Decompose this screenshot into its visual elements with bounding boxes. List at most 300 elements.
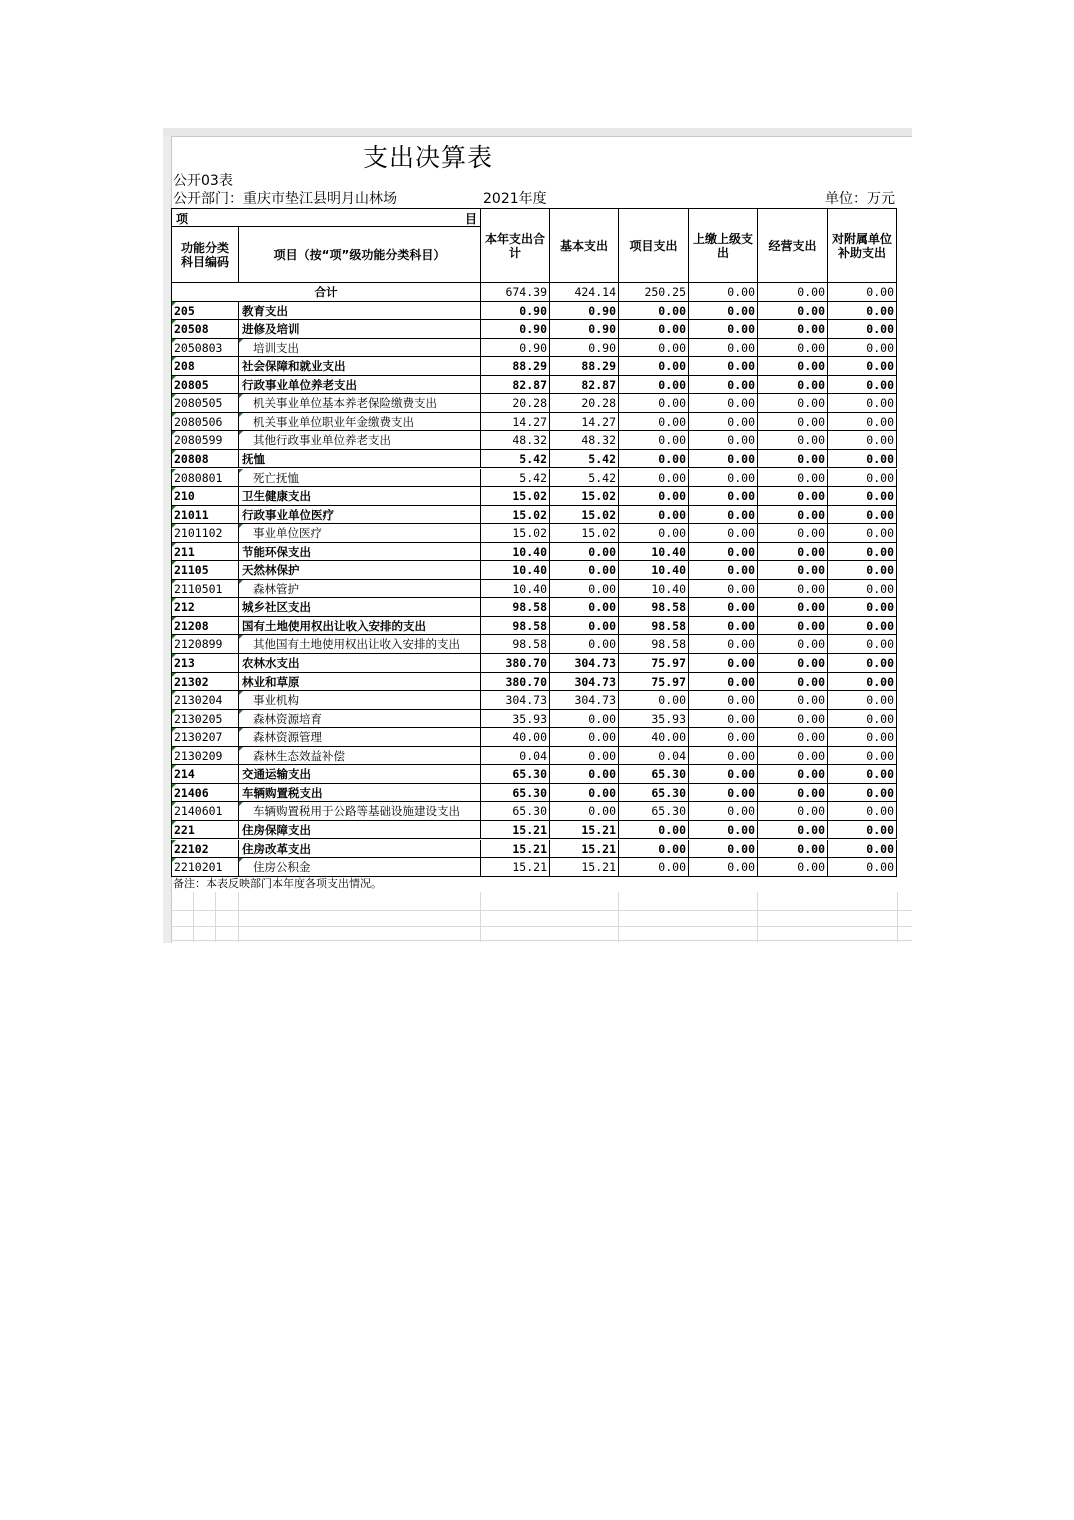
cell-marker-icon bbox=[239, 339, 243, 343]
row-code-cell bbox=[171, 469, 238, 488]
row-name-text: 住房改革支出 bbox=[242, 841, 311, 856]
row-basic-cell: 82.87 bbox=[549, 376, 618, 395]
row-code: 21105 bbox=[174, 563, 209, 578]
row-name-text: 住房保障支出 bbox=[242, 822, 311, 837]
row-code-cell bbox=[171, 635, 238, 654]
row-total-cell: 35.93 bbox=[480, 710, 549, 729]
row-name bbox=[238, 487, 480, 506]
cell-marker-icon bbox=[172, 635, 176, 639]
row-business-cell: 0.00 bbox=[757, 691, 827, 710]
row-business-cell: 0.00 bbox=[757, 654, 827, 673]
row-upper-cell: 0.00 bbox=[688, 524, 757, 543]
header-business: 经营支出 bbox=[757, 208, 827, 283]
row-total-cell: 0.04 bbox=[480, 747, 549, 766]
row-business-cell: 0.00 bbox=[757, 747, 827, 766]
row-business-cell: 0.00 bbox=[757, 821, 827, 840]
cell-marker-icon bbox=[172, 320, 176, 324]
row-code: 20508 bbox=[174, 322, 209, 337]
row-upper-cell: 0.00 bbox=[688, 339, 757, 358]
row-code: 2130207 bbox=[174, 730, 223, 745]
row-upper-cell: 0.00 bbox=[688, 376, 757, 395]
row-name bbox=[238, 320, 480, 339]
row-code-cell bbox=[171, 357, 238, 376]
cell-marker-icon bbox=[172, 376, 176, 380]
row-code: 2080599 bbox=[174, 433, 223, 448]
row-name bbox=[238, 765, 480, 784]
row-project-cell: 0.00 bbox=[618, 840, 688, 859]
row-project-cell: 75.97 bbox=[618, 654, 688, 673]
row-business-cell: 0.00 bbox=[757, 339, 827, 358]
row-total-cell: 10.40 bbox=[480, 543, 549, 562]
row-name bbox=[238, 747, 480, 766]
row-subsidy-cell: 0.00 bbox=[827, 413, 897, 432]
row-code-cell bbox=[171, 747, 238, 766]
row-code: 208 bbox=[174, 359, 195, 374]
row-total-cell: 5.42 bbox=[480, 469, 549, 488]
row-name bbox=[238, 784, 480, 803]
row-name-text: 交通运输支出 bbox=[242, 767, 311, 782]
row-subsidy-cell: 0.00 bbox=[827, 357, 897, 376]
row-total-cell: 98.58 bbox=[480, 617, 549, 636]
row-code-cell bbox=[171, 691, 238, 710]
cell-marker-icon bbox=[172, 784, 176, 788]
row-basic-cell: 0.00 bbox=[549, 784, 618, 803]
cell-marker-icon bbox=[172, 469, 176, 473]
row-name-text: 森林资源管理 bbox=[253, 730, 322, 745]
page-title: 支出决算表 bbox=[362, 143, 493, 172]
cell-marker-icon bbox=[172, 543, 176, 547]
row-name-text: 天然林保护 bbox=[242, 563, 300, 578]
row-code: 2130204 bbox=[174, 693, 223, 708]
row-name-text: 其他国有土地使用权出让收入安排的支出 bbox=[253, 637, 460, 652]
row-business-cell: 0.00 bbox=[757, 320, 827, 339]
row-name-text: 国有土地使用权出让收入安排的支出 bbox=[242, 618, 426, 633]
cell-marker-icon bbox=[172, 858, 176, 862]
cell-marker-icon bbox=[172, 561, 176, 565]
total-subsidy-cell: 0.00 bbox=[827, 283, 897, 302]
row-name-text: 其他行政事业单位养老支出 bbox=[253, 433, 391, 448]
row-code-cell bbox=[171, 450, 238, 469]
empty-gridline bbox=[193, 892, 194, 942]
row-name-text: 车辆购置税支出 bbox=[242, 785, 323, 800]
row-business-cell: 0.00 bbox=[757, 728, 827, 747]
row-basic-cell: 304.73 bbox=[549, 654, 618, 673]
row-business-cell: 0.00 bbox=[757, 487, 827, 506]
row-project-cell: 98.58 bbox=[618, 617, 688, 636]
row-business-cell: 0.00 bbox=[757, 617, 827, 636]
row-name-text: 死亡抚恤 bbox=[253, 470, 299, 485]
row-subsidy-cell: 0.00 bbox=[827, 339, 897, 358]
fiscal-year: 2021年度 bbox=[483, 191, 547, 207]
row-business-cell: 0.00 bbox=[757, 394, 827, 413]
row-subsidy-cell: 0.00 bbox=[827, 506, 897, 525]
row-basic-cell: 14.27 bbox=[549, 413, 618, 432]
row-project-cell: 0.00 bbox=[618, 413, 688, 432]
row-code: 20808 bbox=[174, 451, 209, 466]
cell-marker-icon bbox=[172, 524, 176, 528]
row-upper-cell: 0.00 bbox=[688, 784, 757, 803]
cell-marker-icon bbox=[239, 728, 243, 732]
cell-marker-icon bbox=[172, 654, 176, 658]
row-code-cell bbox=[171, 394, 238, 413]
row-total-cell: 5.42 bbox=[480, 450, 549, 469]
total-business-cell: 0.00 bbox=[757, 283, 827, 302]
row-project-cell: 35.93 bbox=[618, 710, 688, 729]
row-project-cell: 0.00 bbox=[618, 821, 688, 840]
empty-gridline bbox=[171, 926, 912, 927]
row-code: 213 bbox=[174, 656, 195, 670]
row-code: 212 bbox=[174, 600, 195, 615]
row-code-cell bbox=[171, 506, 238, 525]
row-basic-cell: 0.00 bbox=[549, 617, 618, 636]
row-project-cell: 0.00 bbox=[618, 858, 688, 877]
row-total-cell: 20.28 bbox=[480, 394, 549, 413]
row-business-cell: 0.00 bbox=[757, 431, 827, 450]
empty-gridline bbox=[238, 892, 239, 942]
header-subsidy: 对附属单位补助支出 bbox=[827, 208, 897, 283]
row-name bbox=[238, 598, 480, 617]
row-upper-cell: 0.00 bbox=[688, 320, 757, 339]
row-basic-cell: 0.00 bbox=[549, 561, 618, 580]
row-upper-cell: 0.00 bbox=[688, 580, 757, 599]
total-basic-cell: 424.14 bbox=[549, 283, 618, 302]
row-total-cell: 15.02 bbox=[480, 487, 549, 506]
row-code-cell bbox=[171, 302, 238, 321]
row-subsidy-cell: 0.00 bbox=[827, 691, 897, 710]
row-code: 2130209 bbox=[174, 748, 223, 763]
row-basic-cell: 0.00 bbox=[549, 765, 618, 784]
row-project-cell: 0.00 bbox=[618, 524, 688, 543]
empty-gridline bbox=[215, 892, 216, 942]
row-upper-cell: 0.00 bbox=[688, 617, 757, 636]
row-subsidy-cell: 0.00 bbox=[827, 728, 897, 747]
row-project-cell: 65.30 bbox=[618, 765, 688, 784]
row-name bbox=[238, 469, 480, 488]
row-project-cell: 0.00 bbox=[618, 431, 688, 450]
row-basic-cell: 0.00 bbox=[549, 802, 618, 821]
row-code: 20805 bbox=[174, 377, 209, 392]
row-basic-cell: 0.00 bbox=[549, 543, 618, 562]
row-name-text: 教育支出 bbox=[242, 303, 288, 318]
row-project-cell: 0.00 bbox=[618, 506, 688, 525]
row-basic-cell: 20.28 bbox=[549, 394, 618, 413]
row-business-cell: 0.00 bbox=[757, 858, 827, 877]
row-code: 210 bbox=[174, 489, 195, 504]
row-basic-cell: 48.32 bbox=[549, 431, 618, 450]
row-upper-cell: 0.00 bbox=[688, 802, 757, 821]
row-basic-cell: 15.21 bbox=[549, 840, 618, 859]
row-upper-cell: 0.00 bbox=[688, 506, 757, 525]
total-row-label: 合计 bbox=[171, 283, 480, 302]
cell-marker-icon bbox=[239, 413, 243, 417]
row-business-cell: 0.00 bbox=[757, 765, 827, 784]
row-business-cell: 0.00 bbox=[757, 413, 827, 432]
row-business-cell: 0.00 bbox=[757, 784, 827, 803]
row-total-cell: 65.30 bbox=[480, 784, 549, 803]
row-project-cell: 10.40 bbox=[618, 580, 688, 599]
row-upper-cell: 0.00 bbox=[688, 543, 757, 562]
row-code-cell bbox=[171, 524, 238, 543]
row-code: 205 bbox=[174, 303, 195, 318]
cell-marker-icon bbox=[172, 506, 176, 510]
row-subsidy-cell: 0.00 bbox=[827, 802, 897, 821]
row-code: 21406 bbox=[174, 785, 209, 800]
row-subsidy-cell: 0.00 bbox=[827, 635, 897, 654]
row-upper-cell: 0.00 bbox=[688, 765, 757, 784]
cell-marker-icon bbox=[172, 691, 176, 695]
row-code: 21208 bbox=[174, 618, 209, 633]
cell-marker-icon bbox=[239, 747, 243, 751]
row-total-cell: 0.90 bbox=[480, 302, 549, 321]
cell-marker-icon bbox=[172, 580, 176, 584]
row-project-cell: 0.00 bbox=[618, 469, 688, 488]
row-subsidy-cell: 0.00 bbox=[827, 524, 897, 543]
column-header-strip bbox=[163, 128, 912, 137]
row-name-text: 社会保障和就业支出 bbox=[242, 359, 346, 374]
row-total-cell: 14.27 bbox=[480, 413, 549, 432]
cell-marker-icon bbox=[239, 802, 243, 806]
row-name-text: 事业机构 bbox=[253, 693, 299, 708]
row-basic-cell: 15.21 bbox=[549, 858, 618, 877]
row-name bbox=[238, 524, 480, 543]
row-code-cell bbox=[171, 710, 238, 729]
row-business-cell: 0.00 bbox=[757, 561, 827, 580]
row-subsidy-cell: 0.00 bbox=[827, 431, 897, 450]
row-code: 2120899 bbox=[174, 637, 223, 652]
row-business-cell: 0.00 bbox=[757, 802, 827, 821]
row-name bbox=[238, 339, 480, 358]
row-upper-cell: 0.00 bbox=[688, 598, 757, 617]
cell-marker-icon bbox=[239, 524, 243, 528]
cell-marker-icon bbox=[239, 858, 243, 862]
row-name bbox=[238, 673, 480, 692]
row-name-text: 住房公积金 bbox=[253, 860, 311, 875]
row-basic-cell: 5.42 bbox=[549, 469, 618, 488]
row-name bbox=[238, 357, 480, 376]
row-basic-cell: 15.21 bbox=[549, 821, 618, 840]
row-subsidy-cell: 0.00 bbox=[827, 858, 897, 877]
cell-marker-icon bbox=[172, 710, 176, 714]
row-name bbox=[238, 413, 480, 432]
row-total-cell: 40.00 bbox=[480, 728, 549, 747]
row-code-cell bbox=[171, 339, 238, 358]
row-subsidy-cell: 0.00 bbox=[827, 765, 897, 784]
row-upper-cell: 0.00 bbox=[688, 747, 757, 766]
row-upper-cell: 0.00 bbox=[688, 635, 757, 654]
cell-marker-icon bbox=[172, 747, 176, 751]
unit-label: 单位：万元 bbox=[825, 191, 895, 207]
row-name-text: 机关事业单位基本养老保险缴费支出 bbox=[253, 396, 437, 411]
row-code-cell bbox=[171, 431, 238, 450]
row-name-text: 城乡社区支出 bbox=[242, 600, 311, 615]
row-total-cell: 48.32 bbox=[480, 431, 549, 450]
row-total-cell: 15.02 bbox=[480, 524, 549, 543]
row-business-cell: 0.00 bbox=[757, 302, 827, 321]
row-name-text: 进修及培训 bbox=[242, 322, 300, 337]
row-upper-cell: 0.00 bbox=[688, 728, 757, 747]
row-subsidy-cell: 0.00 bbox=[827, 617, 897, 636]
cell-marker-icon bbox=[172, 728, 176, 732]
row-subsidy-cell: 0.00 bbox=[827, 394, 897, 413]
row-basic-cell: 0.90 bbox=[549, 320, 618, 339]
row-basic-cell: 304.73 bbox=[549, 691, 618, 710]
row-upper-cell: 0.00 bbox=[688, 673, 757, 692]
row-basic-cell: 0.90 bbox=[549, 302, 618, 321]
row-code-cell bbox=[171, 802, 238, 821]
row-business-cell: 0.00 bbox=[757, 673, 827, 692]
row-business-cell: 0.00 bbox=[757, 506, 827, 525]
row-code: 2140601 bbox=[174, 804, 223, 819]
row-name-text: 行政事业单位医疗 bbox=[242, 507, 334, 522]
row-project-cell: 40.00 bbox=[618, 728, 688, 747]
row-subsidy-cell: 0.00 bbox=[827, 840, 897, 859]
total-project-cell: 250.25 bbox=[618, 283, 688, 302]
table-number: 公开03表 bbox=[173, 173, 233, 189]
row-subsidy-cell: 0.00 bbox=[827, 376, 897, 395]
row-project-cell: 75.97 bbox=[618, 673, 688, 692]
row-subsidy-cell: 0.00 bbox=[827, 450, 897, 469]
row-basic-cell: 88.29 bbox=[549, 357, 618, 376]
row-code-cell bbox=[171, 654, 238, 673]
row-project-cell: 0.00 bbox=[618, 339, 688, 358]
row-project-cell: 65.30 bbox=[618, 802, 688, 821]
empty-gridline bbox=[618, 892, 619, 942]
row-total-cell: 10.40 bbox=[480, 561, 549, 580]
row-basic-cell: 15.02 bbox=[549, 524, 618, 543]
row-business-cell: 0.00 bbox=[757, 598, 827, 617]
cell-marker-icon bbox=[172, 617, 176, 621]
row-code-cell bbox=[171, 320, 238, 339]
row-name-text: 节能环保支出 bbox=[242, 544, 311, 559]
header-name: 项目（按“项”级功能分类科目） bbox=[238, 227, 480, 283]
row-name bbox=[238, 376, 480, 395]
row-name bbox=[238, 506, 480, 525]
row-name-text: 卫生健康支出 bbox=[242, 489, 311, 504]
row-upper-cell: 0.00 bbox=[688, 357, 757, 376]
cell-marker-icon bbox=[172, 765, 176, 769]
row-subsidy-cell: 0.00 bbox=[827, 747, 897, 766]
row-subsidy-cell: 0.00 bbox=[827, 821, 897, 840]
department-label: 公开部门：重庆市垫江县明月山林场 bbox=[173, 191, 397, 207]
row-total-cell: 304.73 bbox=[480, 691, 549, 710]
cell-marker-icon bbox=[172, 673, 176, 677]
header-upper: 上缴上级支出 bbox=[688, 208, 757, 283]
row-total-cell: 98.58 bbox=[480, 635, 549, 654]
cell-marker-icon bbox=[239, 431, 243, 435]
cell-marker-icon bbox=[172, 394, 176, 398]
row-upper-cell: 0.00 bbox=[688, 654, 757, 673]
row-code: 21011 bbox=[174, 507, 209, 522]
row-basic-cell: 0.00 bbox=[549, 728, 618, 747]
row-code-cell bbox=[171, 617, 238, 636]
row-total-cell: 88.29 bbox=[480, 357, 549, 376]
cell-marker-icon bbox=[172, 339, 176, 343]
row-name-text: 农林水支出 bbox=[242, 656, 300, 670]
row-subsidy-cell: 0.00 bbox=[827, 673, 897, 692]
cell-marker-icon bbox=[172, 413, 176, 417]
row-total-cell: 15.21 bbox=[480, 840, 549, 859]
row-code: 2210201 bbox=[174, 860, 223, 875]
cell-marker-icon bbox=[239, 691, 243, 695]
row-code-cell bbox=[171, 858, 238, 877]
row-upper-cell: 0.00 bbox=[688, 469, 757, 488]
row-name-text: 森林管护 bbox=[253, 581, 299, 596]
row-code-cell bbox=[171, 413, 238, 432]
row-total-cell: 65.30 bbox=[480, 765, 549, 784]
row-code: 22102 bbox=[174, 841, 209, 856]
row-project-cell: 10.40 bbox=[618, 561, 688, 580]
row-basic-cell: 0.00 bbox=[549, 635, 618, 654]
row-upper-cell: 0.00 bbox=[688, 821, 757, 840]
cell-marker-icon bbox=[172, 821, 176, 825]
row-code: 2110501 bbox=[174, 581, 223, 596]
row-name-text: 机关事业单位职业年金缴费支出 bbox=[253, 414, 414, 429]
row-business-cell: 0.00 bbox=[757, 580, 827, 599]
row-business-cell: 0.00 bbox=[757, 469, 827, 488]
row-name bbox=[238, 302, 480, 321]
cell-marker-icon bbox=[172, 840, 176, 844]
row-subsidy-cell: 0.00 bbox=[827, 654, 897, 673]
row-project-cell: 0.00 bbox=[618, 357, 688, 376]
row-total-cell: 10.40 bbox=[480, 580, 549, 599]
row-code-cell bbox=[171, 598, 238, 617]
row-upper-cell: 0.00 bbox=[688, 413, 757, 432]
row-subsidy-cell: 0.00 bbox=[827, 469, 897, 488]
empty-gridline bbox=[480, 892, 481, 942]
row-name bbox=[238, 431, 480, 450]
row-code: 221 bbox=[174, 822, 195, 837]
row-code: 2101102 bbox=[174, 526, 223, 541]
header-project: 项目支出 bbox=[618, 208, 688, 283]
row-upper-cell: 0.00 bbox=[688, 302, 757, 321]
row-business-cell: 0.00 bbox=[757, 543, 827, 562]
row-code-cell bbox=[171, 784, 238, 803]
row-name bbox=[238, 728, 480, 747]
row-code-cell bbox=[171, 561, 238, 580]
empty-gridline bbox=[171, 910, 912, 911]
row-name bbox=[238, 840, 480, 859]
footnote: 备注：本表反映部门本年度各项支出情况。 bbox=[173, 877, 382, 890]
empty-gridline bbox=[897, 892, 898, 942]
cell-marker-icon bbox=[239, 580, 243, 584]
cell-marker-icon bbox=[172, 598, 176, 602]
row-subsidy-cell: 0.00 bbox=[827, 598, 897, 617]
row-code: 21302 bbox=[174, 674, 209, 689]
row-name bbox=[238, 561, 480, 580]
row-code-cell bbox=[171, 376, 238, 395]
header-xiang: 项 bbox=[176, 212, 189, 226]
row-business-cell: 0.00 bbox=[757, 376, 827, 395]
row-basic-cell: 15.02 bbox=[549, 487, 618, 506]
row-total-cell: 82.87 bbox=[480, 376, 549, 395]
row-business-cell: 0.00 bbox=[757, 635, 827, 654]
row-project-cell: 98.58 bbox=[618, 635, 688, 654]
row-total-cell: 98.58 bbox=[480, 598, 549, 617]
row-project-cell: 0.00 bbox=[618, 302, 688, 321]
row-name bbox=[238, 802, 480, 821]
row-upper-cell: 0.00 bbox=[688, 431, 757, 450]
row-name bbox=[238, 450, 480, 469]
row-project-cell: 65.30 bbox=[618, 784, 688, 803]
row-basic-cell: 15.02 bbox=[549, 506, 618, 525]
row-business-cell: 0.00 bbox=[757, 450, 827, 469]
row-name bbox=[238, 635, 480, 654]
row-project-cell: 0.00 bbox=[618, 487, 688, 506]
row-upper-cell: 0.00 bbox=[688, 561, 757, 580]
row-subsidy-cell: 0.00 bbox=[827, 710, 897, 729]
row-upper-cell: 0.00 bbox=[688, 450, 757, 469]
cell-marker-icon bbox=[239, 710, 243, 714]
